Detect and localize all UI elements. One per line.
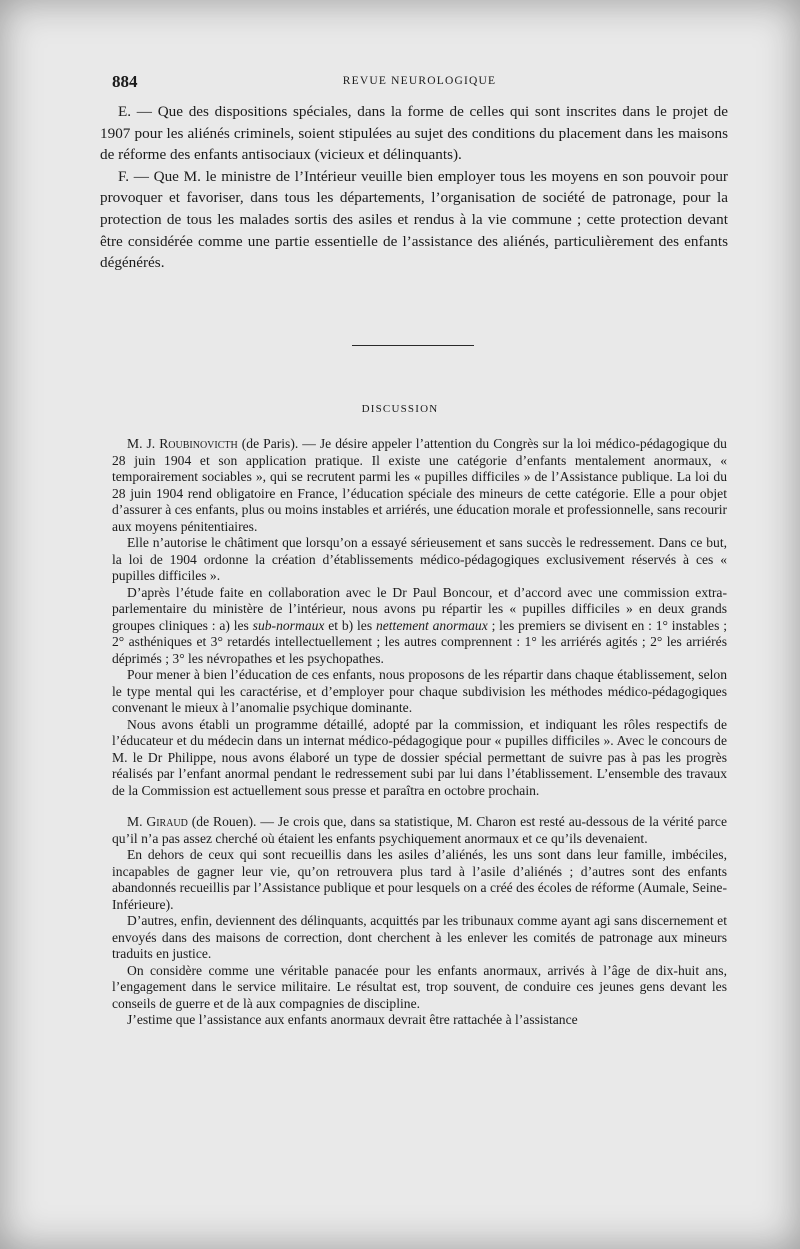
speaker-prefix: M. (127, 814, 147, 829)
paragraph-text: ; les premiers se divisent en : 1° instables ; 2° asthéniques et 3° retardés intellectuellement ; les autres comprennent : 1° les arriérés agités ; 2° les arriérés déprimés ; 3° les névropathes et les psychopathes. (112, 617, 727, 666)
resolution-f: F. — Que M. le ministre de l’Intérieur veuille bien employer tous les moyens en son pouvoir pour provoquer et favoriser, dans tous les départements, l’organisation de société de patronage, pour la protection de tous les malades sortis des asiles et rendus à la vie commune ; cette protection devant être considérée comme une partie essentielle de l’assistance des aliénés, particulièrement des enfants dégénérés. (100, 167, 728, 272)
paragraph-text: (de Rouen). — Je crois que, dans sa statistique, M. Charon est resté au-dessous de la vérité parce qu’il n’a pas assez cherché où étaient les enfants psychiquement anormaux et ce qu’ils devenaient. (112, 814, 727, 846)
italic-term: nettement anormaux (375, 617, 488, 633)
roubinovitch-paragraph-1 (112, 436, 727, 535)
speaker-prefix: M. J. (127, 436, 160, 451)
resolutions-block (100, 101, 728, 274)
speaker-name: Giraud (146, 814, 188, 829)
giraud-paragraph-5: J’estime que l’assistance aux enfants anormaux devrait être rattachée à l’assistance (127, 1012, 578, 1027)
giraud-paragraph-3: D’autres, enfin, deviennent des délinquants, acquittés par les tribunaux comme ayant agi sans discernement et envoyés dans des maisons de correction, dont cherchent à les enlever les comités de patronage aux mineurs traduits en justice. (112, 913, 727, 961)
resolution-e: E. — Que des dispositions spéciales, dans la forme de celles qui sont inscrites dans le projet de 1907 pour les aliénés criminels, soient stipulées au sujet des conditions du placement dans les maisons de réforme des enfants antisociaux (vicieux et délinquants). (100, 103, 728, 164)
paragraph-text: et b) les (324, 617, 376, 633)
page-number: 884 (112, 72, 138, 91)
section-divider (352, 345, 474, 346)
italic-term: sub-normaux (252, 617, 325, 633)
discussion-title: DISCUSSION (361, 403, 439, 415)
paragraph-text: D’après l’étude faite en collaboration avec le Dr Paul Boncour, et d’accord avec une commission extra-parlementaire du ministère de l’intérieur, nous avons pu répartir les « pupilles difficiles » en deux grands groupes cliniques : a) les (112, 584, 727, 633)
running-head: REVUE NEUROLOGIQUE (342, 75, 497, 87)
roubinovitch-paragraph-5: Nous avons établi un programme détaillé, adopté par la commission, et indiquant les rôles respectifs de l’éducateur et du médecin dans un internat médico-pédagogique pour « pupilles difficiles ». Avec le concours de M. le Dr Philippe, nous avons élaboré un type de dossier spécial permettant de suivre pas à pas les progrès réalisés par l’enfant anormal pendant le redressement subi par lui dans l’établissement. L’ensemble des travaux de la Commission est actuellement sous presse et paraîtra en octobre prochain. (112, 716, 727, 798)
giraud-paragraph-4: On considère comme une véritable panacée pour les enfants anormaux, arrivés à l’âge de dix-huit ans, l’engagement dans le service militaire. Le résultat est, trop souvent, de conduire ces jeunes gens devant les conseils de guerre et de là aux compagnies de discipline. (112, 962, 727, 1011)
roubinovitch-paragraph-3 (112, 585, 727, 668)
roubinovitch-paragraph-2: Elle n’autorise le châtiment que lorsqu’on a essayé sérieusement et sans succès le redressement. Dans ce but, la loi de 1904 ordonne la création d’établissements médico-pédagogiques exclusivement réservés à ces « pupilles difficiles ». (112, 535, 727, 583)
giraud-paragraph-1 (112, 814, 727, 847)
paragraph-text: (de Paris). — Je désire appeler l’attention du Congrès sur la loi médico-pédagogique du 28 juin 1904 et son application pratique. Il existe une catégorie d’enfants mentalement anormaux, « temporairement sociables », qui se recrutent parmi les « pupilles difficiles » de l’Assistance publique. La loi du 28 juin 1904 rend obligatoire en France, l’éducation spéciale des mineurs de cette catégorie. Elle a pour objet d’assurer à ces enfants, plus ou moins instables et arriérés, une éducation morale et professionnelle, sans recourir aux moyens pénitentiaires. (112, 436, 727, 534)
page-header (112, 72, 727, 92)
roubinovitch-paragraph-4: Pour mener à bien l’éducation de ces enfants, nous proposons de les répartir dans chaque établissement, selon le type mental qui les caractérise, et d’employer pour chaque subdivision les méthodes médico-pédagogiques convenant le mieux à l’anomalie psychique dominante. (112, 667, 727, 715)
discussion-body (112, 436, 727, 1029)
giraud-paragraph-2: En dehors de ceux qui sont recueillis dans les asiles d’aliénés, les uns sont dans leur famille, imbéciles, incapables de gagner leur vie, qu’on retrouvera plus tard à l’asile d’aliénés ; d’autres sont des enfants abandonnés recueillis par l’Assistance publique et pour lesquels on a créé des écoles de réforme (Aumale, Seine-Inférieure). (112, 847, 727, 912)
speaker-name: Roubinovicth (159, 436, 238, 451)
